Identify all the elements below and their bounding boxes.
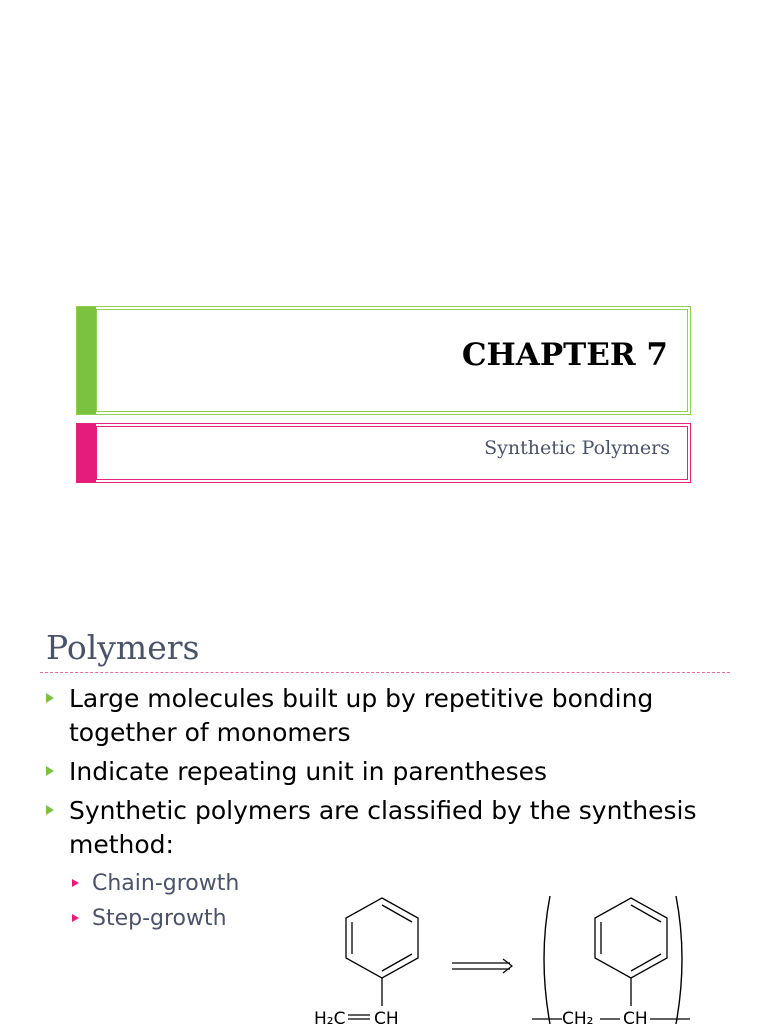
benzene-ring-icon	[595, 898, 667, 1006]
sub-bullet-text: Chain-growth	[92, 871, 240, 896]
bullet-text: Synthetic polymers are classified by the synthesis method:	[69, 796, 697, 859]
sub-bullet-list	[72, 866, 239, 936]
polymerization-diagram	[300, 888, 700, 1024]
slide-subtitle: Synthetic Polymers	[484, 437, 670, 459]
subtitle-placeholder	[76, 423, 691, 483]
benzene-ring-icon	[346, 898, 418, 1006]
reaction-arrow-icon	[452, 959, 512, 973]
sub-bullet-arrow-icon	[72, 879, 79, 887]
title-placeholder	[76, 306, 691, 415]
heading-divider	[40, 672, 730, 673]
section-heading: Polymers	[46, 628, 200, 667]
list-item	[46, 755, 746, 789]
list-item	[72, 866, 239, 901]
sub-bullet-text: Step-growth	[92, 906, 227, 931]
left-parenthesis	[544, 896, 550, 1024]
polymer-right-label: CH	[623, 1009, 648, 1024]
bullet-list	[46, 682, 746, 867]
monomer-left-label: H₂C	[314, 1009, 346, 1024]
pink-accent-bar	[77, 424, 96, 482]
monomer-right-label: CH	[374, 1009, 399, 1024]
polymer-left-label: CH₂	[562, 1009, 594, 1024]
bullet-arrow-icon	[46, 805, 54, 815]
green-accent-bar	[77, 307, 96, 414]
bullet-arrow-icon	[46, 766, 54, 776]
list-item	[46, 794, 746, 862]
sub-bullet-arrow-icon	[72, 914, 79, 922]
bullet-text: Indicate repeating unit in parentheses	[69, 757, 548, 786]
list-item	[72, 901, 239, 936]
list-item	[46, 682, 746, 750]
bullet-text: Large molecules built up by repetitive bonding together of monomers	[69, 684, 654, 747]
slide-title: CHAPTER 7	[461, 337, 668, 373]
right-parenthesis	[676, 896, 682, 1024]
bullet-arrow-icon	[46, 693, 54, 703]
